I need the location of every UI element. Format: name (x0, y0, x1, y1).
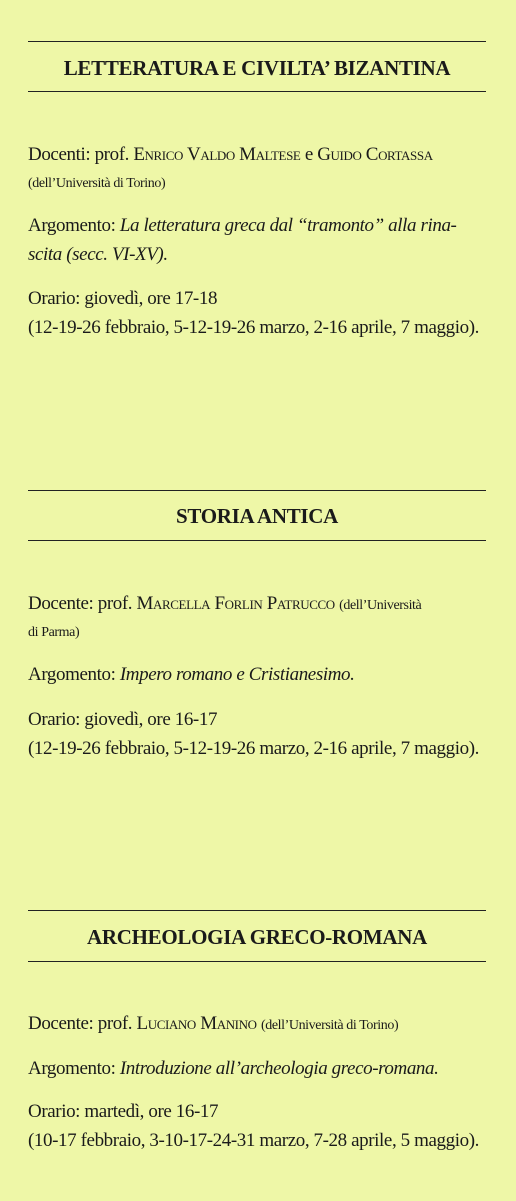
top-rule (28, 490, 486, 491)
argomento-text: Introduzione all’archeologia greco-romana. (119, 1058, 439, 1079)
argomento-label: Argomento: (28, 1058, 116, 1079)
teacher-name: Enrico Valdo Maltese (133, 144, 301, 165)
top-rule (28, 910, 486, 911)
argomento-line (28, 1057, 488, 1081)
conjunction: e (304, 144, 313, 165)
argomento-text: La letteratura greca dal “tramonto” alla rina- (119, 215, 457, 236)
orario: Orario: martedì, ore 16-17 (28, 1101, 219, 1122)
argomento-line (28, 663, 488, 687)
orario: Orario: giovedì, ore 16-17 (28, 709, 218, 730)
docente-label: Docente: prof. (28, 593, 133, 614)
affiliation: (dell’Università di Torino) (28, 176, 166, 191)
bottom-rule (28, 961, 486, 962)
section-title: ARCHEOLOGIA GRECO-ROMANA (87, 925, 427, 949)
orario: Orario: giovedì, ore 17-18 (28, 288, 218, 309)
docente-label: Docente: prof. (28, 1013, 133, 1034)
argomento-line (28, 214, 488, 238)
docenti-label: Docenti: prof. (28, 144, 129, 165)
argomento-label: Argomento: (28, 664, 116, 685)
dates: (10-17 febbraio, 3-10-17-24-31 marzo, 7-28 aprile, 5 maggio). (28, 1130, 479, 1151)
teacher-name: Luciano Manino (136, 1013, 257, 1034)
argomento-text: Impero romano e Cristianesimo. (119, 664, 355, 685)
teacher-name: Guido Cortassa (317, 144, 433, 165)
dates: (12-19-26 febbraio, 5-12-19-26 marzo, 2-16 aprile, 7 maggio). (28, 738, 479, 759)
bottom-rule (28, 91, 486, 92)
argomento-text-continued: scita (secc. VI-XV). (28, 244, 168, 265)
teacher-line (28, 592, 488, 618)
dates: (12-19-26 febbraio, 5-12-19-26 marzo, 2-16 aprile, 7 maggio). (28, 317, 479, 338)
affiliation: (dell’Università (339, 598, 422, 613)
bottom-rule (28, 540, 486, 541)
teachers-line (28, 143, 488, 167)
argomento-label: Argomento: (28, 215, 116, 236)
section-title: LETTERATURA E CIVILTA’ BIZANTINA (63, 56, 451, 80)
teacher-name: Marcella Forlin Patrucco (136, 593, 335, 614)
top-rule (28, 41, 486, 42)
section-title: STORIA ANTICA (175, 504, 339, 528)
teacher-line (28, 1012, 488, 1038)
affiliation: (dell’Università di Torino) (260, 1018, 399, 1033)
affiliation-continued: di Parma) (28, 625, 80, 640)
